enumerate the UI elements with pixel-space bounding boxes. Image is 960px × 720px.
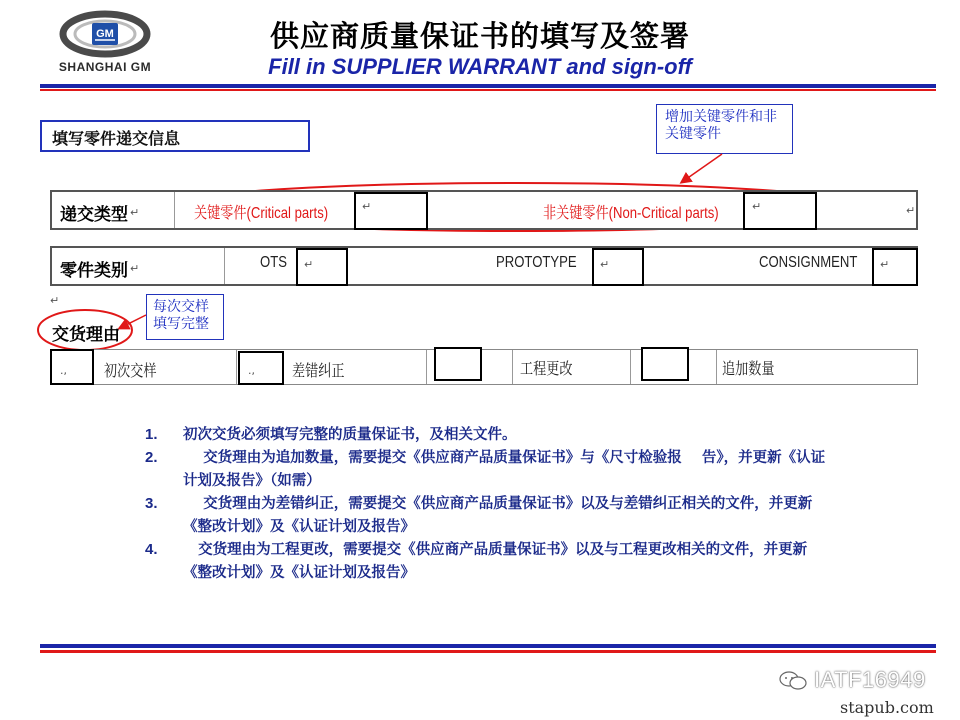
engineering-change-checkbox[interactable]	[434, 347, 482, 381]
list-text: 初次交货必须填写完整的质量保证书，及相关文件。	[183, 426, 517, 443]
first-sample-checkbox[interactable]	[50, 349, 94, 385]
consignment-option: CONSIGNMENT	[759, 254, 858, 271]
dot-mark: .,	[248, 364, 255, 377]
callout-arrow-each-sample	[120, 315, 146, 328]
return-mark: ↵	[752, 200, 762, 213]
part-category-label: 零件类别	[60, 261, 128, 281]
ots-option: OTS	[260, 254, 287, 271]
return-mark: ↵	[600, 258, 610, 271]
reason-label: 交货理由	[52, 325, 120, 345]
watermark-text: IATF16949	[814, 667, 926, 692]
list-text: 交货理由为追加数量，需要提交《供应商产品质量保证书》与《尺寸检验报 告》，并更新《认证计划及报告》（如需）	[183, 449, 826, 489]
return-mark: ↵	[362, 200, 372, 213]
list-item	[145, 538, 835, 584]
list-number: 3.	[145, 495, 158, 512]
engineering-change-option: 工程更改	[520, 361, 573, 378]
row-divider	[236, 350, 237, 384]
footer-rule-blue	[40, 644, 936, 648]
row-divider	[716, 350, 717, 384]
submission-type-label: 递交类型	[60, 205, 128, 225]
site-label: stapub.com	[840, 698, 934, 717]
list-text: 交货理由为工程更改，需要提交《供应商产品质量保证书》以及与工程更改相关的文件，并更新《整改计划》及《认证计划及报告》	[183, 541, 808, 581]
row-divider	[630, 350, 631, 384]
instructions-list	[145, 423, 835, 584]
return-mark: ↵	[304, 258, 314, 271]
first-sample-option: 初次交样	[104, 363, 157, 380]
list-number: 1.	[145, 426, 158, 443]
return-mark: ↵	[906, 204, 916, 217]
callout-each-sample: 每次交样填写完整	[146, 294, 224, 340]
list-item	[145, 492, 835, 538]
return-mark: ↵	[50, 294, 60, 307]
wechat-icon	[778, 670, 808, 696]
dot-mark: .,	[60, 364, 67, 377]
page-subtitle: Fill in SUPPLIER WARRANT and sign-off	[268, 54, 692, 79]
row-divider	[426, 350, 427, 384]
return-mark: ↵	[130, 206, 140, 219]
callout-key-parts: 增加关键零件和非关键零件	[656, 104, 793, 154]
logo-text: SHANGHAI GM	[58, 60, 152, 74]
page-title: 供应商质量保证书的填写及签署	[269, 19, 690, 53]
list-item	[145, 423, 835, 446]
list-number: 2.	[145, 449, 158, 466]
key-parts-option: 关键零件(Critical parts)	[194, 205, 329, 222]
add-quantity-option: 追加数量	[722, 361, 775, 378]
non-key-parts-option: 非关键零件(Non-Critical parts)	[543, 205, 719, 222]
row-divider	[512, 350, 513, 384]
prototype-option: PROTOTYPE	[496, 254, 577, 271]
row-divider	[174, 192, 175, 228]
consignment-checkbox[interactable]	[872, 248, 918, 286]
callout-arrow-key-parts	[682, 154, 722, 182]
section-title-box: 填写零件递交信息	[40, 120, 310, 152]
return-mark: ↵	[880, 258, 890, 271]
footer-rule-red	[40, 650, 936, 653]
list-text: 交货理由为差错纠正，需要提交《供应商产品质量保证书》以及与差错纠正相关的文件，并更新《整改计划》及《认证计划及报告》	[183, 495, 813, 535]
row-divider	[224, 248, 225, 284]
list-number: 4.	[145, 541, 158, 558]
reason-row	[50, 349, 918, 385]
error-correction-checkbox[interactable]	[238, 351, 284, 385]
gm-badge-text: GM	[96, 28, 114, 40]
return-mark: ↵	[130, 262, 140, 275]
add-quantity-checkbox[interactable]	[641, 347, 689, 381]
list-item	[145, 446, 835, 492]
error-correction-option: 差错纠正	[292, 363, 345, 380]
